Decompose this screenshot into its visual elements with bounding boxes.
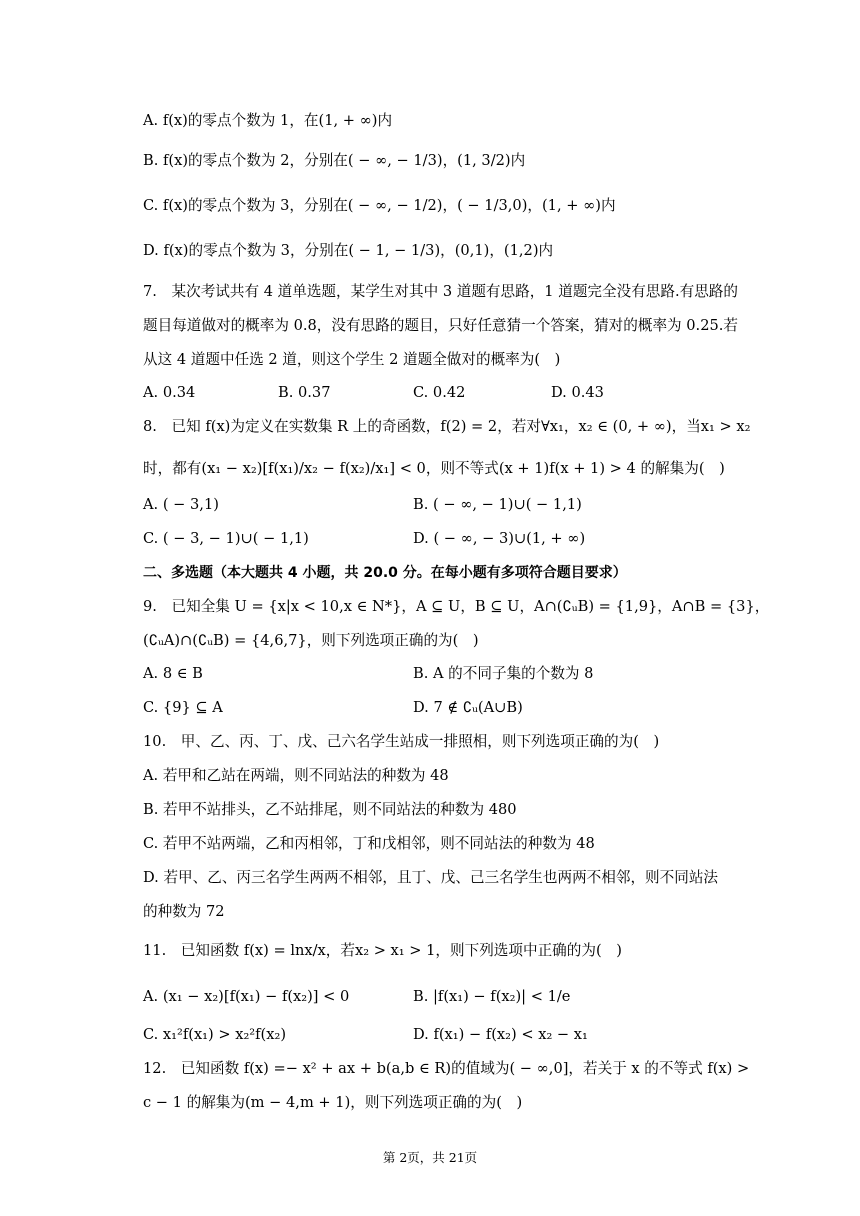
- q8-option-d: D. ( − ∞, − 3)∪(1, + ∞): [413, 530, 586, 547]
- q9-option-c: C. {9} ⊆ A: [143, 699, 223, 716]
- q9-option-a: A. 8 ∈ B: [143, 665, 203, 682]
- q7-option-c: C. 0.42: [413, 384, 466, 401]
- q10-option-b: B. 若甲不站排头，乙不站排尾，则不同站法的种数为 480: [143, 801, 517, 818]
- q11-option-b: B. |f(x₁) − f(x₂)| < 1/e: [413, 988, 571, 1005]
- q10-option-d-line-1: D. 若甲、乙、丙三名学生两两不相邻，且丁、戊、己三名学生也两两不相邻，则不同站法: [143, 869, 719, 886]
- q8-option-c: C. ( − 3, − 1)∪( − 1,1): [143, 530, 309, 547]
- q8-option-a: A. ( − 3,1): [143, 496, 219, 513]
- q10-stem: 10. 甲、乙、丙、丁、戊、己六名学生站成一排照相，则下列选项正确的为( ): [143, 733, 660, 750]
- q7-stem-line-3: 从这 4 道题中任选 2 道，则这个学生 2 道题全做对的概率为( ): [143, 351, 561, 368]
- q7-option-a: A. 0.34: [143, 384, 196, 401]
- q7-option-b: B. 0.37: [278, 384, 331, 401]
- q11-option-c: C. x₁²f(x₁) > x₂²f(x₂): [143, 1026, 287, 1043]
- q11-stem: 11. 已知函数 f(x) = lnx/x，若x₂ > x₁ > 1，则下列选项中正确的为( ): [143, 942, 622, 959]
- q8-option-b: B. ( − ∞, − 1)∪( − 1,1): [413, 496, 582, 513]
- q12-stem-line-2: c − 1 的解集为(m − 4,m + 1)，则下列选项正确的为( ): [143, 1094, 523, 1111]
- q9-stem-line-1: 9. 已知全集 U = {x|x < 10,x ∈ N*}，A ⊆ U，B ⊆ U，A∩(∁ᵤB) = {1,9}，A∩B = {3}，: [143, 598, 770, 615]
- q6-option-a: A. f(x)的零点个数为 1，在(1, + ∞)内: [143, 112, 393, 129]
- q10-option-d-line-2: 的种数为 72: [143, 903, 225, 920]
- q6-option-c: C. f(x)的零点个数为 3，分别在( − ∞, − 1/2)，( − 1/3,0)，(1, + ∞)内: [143, 197, 616, 214]
- q7-stem-line-1: 7. 某次考试共有 4 道单选题，某学生对其中 3 道题有思路，1 道题完全没有思路.有思路的: [143, 283, 738, 300]
- q6-option-b: B. f(x)的零点个数为 2，分别在( − ∞, − 1/3)，(1, 3/2)内: [143, 152, 526, 169]
- q11-option-a: A. (x₁ − x₂)[f(x₁) − f(x₂)] < 0: [143, 988, 350, 1005]
- q6-option-d: D. f(x)的零点个数为 3，分别在( − 1, − 1/3)，(0,1)，(1,2)内: [143, 242, 554, 259]
- section-heading-multiple-choice: 二、多选题（本大题共 4 小题，共 20.0 分。在每小题有多项符合题目要求）: [143, 565, 627, 581]
- q11-option-d: D. f(x₁) − f(x₂) < x₂ − x₁: [413, 1026, 588, 1043]
- page-footer: 第 2页，共 21页: [382, 1150, 478, 1165]
- q10-option-a: A. 若甲和乙站在两端，则不同站法的种数为 48: [143, 767, 449, 784]
- q8-stem-line-1: 8. 已知 f(x)为定义在实数集 R 上的奇函数，f(2) = 2，若对∀x₁，x₂ ∈ (0, + ∞)，当x₁ > x₂: [143, 418, 751, 435]
- q7-option-d: D. 0.43: [551, 384, 604, 401]
- q8-stem-line-2: 时，都有(x₁ − x₂)[f(x₁)/x₂ − f(x₂)/x₁] < 0，则不等式(x + 1)f(x + 1) > 4 的解集为( ): [143, 460, 725, 477]
- q12-stem-line-1: 12. 已知函数 f(x) =− x² + ax + b(a,b ∈ R)的值域为( − ∞,0]，若关于 x 的不等式 f(x) >: [143, 1060, 750, 1077]
- q10-option-c: C. 若甲不站两端，乙和丙相邻，丁和戊相邻，则不同站法的种数为 48: [143, 835, 595, 852]
- q9-stem-line-2: (∁ᵤA)∩(∁ᵤB) = {4,6,7}，则下列选项正确的为( ): [143, 632, 479, 649]
- q7-stem-line-2: 题目每道做对的概率为 0.8，没有思路的题目，只好任意猜一个答案，猜对的概率为 0.25.若: [143, 317, 738, 334]
- q9-option-b: B. A 的不同子集的个数为 8: [413, 665, 594, 682]
- q9-option-d: D. 7 ∉ ∁ᵤ(A∪B): [413, 699, 523, 716]
